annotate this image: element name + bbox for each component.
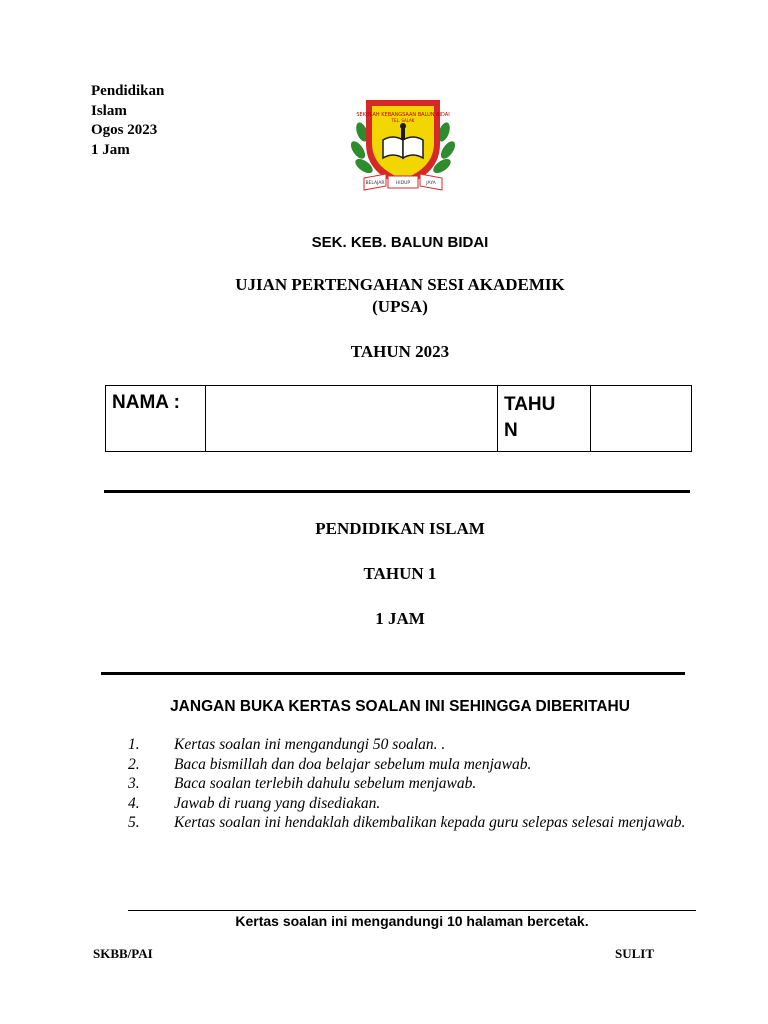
instruction-item	[128, 755, 698, 775]
exam-title-line1: UJIAN PERTENGAHAN SESI AKADEMIK	[235, 275, 565, 294]
classification-label: SULIT	[615, 946, 655, 961]
instruction-item	[128, 774, 698, 794]
class-label-line2: N	[504, 420, 518, 441]
exam-title-line2: (UPSA)	[372, 297, 428, 316]
paper-duration: 1 JAM	[375, 609, 425, 628]
paper-level: TAHUN 1	[363, 564, 437, 583]
divider-bottom	[101, 672, 685, 675]
footer-divider	[128, 910, 696, 911]
instruction-number: 1.	[128, 736, 140, 753]
exam-year: TAHUN 2023	[350, 342, 450, 361]
page-count-note: Kertas soalan ini mengandungi 10 halaman bercetak.	[235, 913, 589, 929]
instruction-text: Baca soalan terlebih dahulu sebelum menjawab.	[174, 775, 477, 792]
exam-duration: 1 Jam	[91, 141, 130, 158]
instruction-number: 5.	[128, 814, 140, 831]
subject-name-line2: Islam	[91, 102, 127, 119]
instruction-text: Kertas soalan ini mengandungi 50 soalan. .	[174, 736, 446, 753]
class-field[interactable]	[591, 386, 692, 452]
paper-code: SKBB/PAI	[93, 946, 153, 961]
student-info-table	[105, 385, 692, 452]
ribbon-left-text: BELAJAR	[365, 181, 385, 186]
instruction-number: 2.	[128, 755, 140, 773]
paper-subject: PENDIDIKAN ISLAM	[315, 519, 485, 538]
instruction-text: Kertas soalan ini hendaklah dikembalikan kepada guru selepas selesai menjawab.	[174, 814, 686, 831]
instruction-text: Baca bismillah dan doa belajar sebelum mula menjawab.	[174, 755, 532, 773]
school-crest-logo	[336, 82, 470, 202]
instruction-item	[128, 813, 698, 833]
crest-banner-text: SEKOLAH KEBANGSAAN BALUN BIDAI	[356, 112, 450, 118]
name-field[interactable]	[206, 386, 498, 452]
class-label-line1: TAHU	[504, 394, 556, 415]
name-label: NAMA :	[106, 386, 206, 452]
school-name: SEK. KEB. BALUN BIDAI	[311, 234, 489, 251]
instruction-item	[128, 794, 698, 814]
instruction-item	[128, 735, 698, 755]
divider-top	[104, 490, 690, 493]
instruction-list	[128, 735, 698, 833]
subject-header	[91, 82, 164, 160]
crest-banner-sub: TEL. SALAK	[391, 118, 415, 123]
instruction-text: Jawab di ruang yang disediakan.	[174, 794, 381, 812]
instruction-number: 4.	[128, 794, 140, 812]
ribbon-right-text: JAYA	[426, 181, 436, 186]
class-label	[498, 386, 591, 452]
instruction-number: 3.	[128, 775, 140, 792]
warning-notice: JANGAN BUKA KERTAS SOALAN INI SEHINGGA DIBERITAHU	[170, 698, 630, 715]
ribbon-mid-text: HIDUP	[395, 181, 411, 186]
exam-title	[0, 274, 768, 318]
exam-date: Ogos 2023	[91, 122, 158, 138]
subject-name-line1: Pendidikan	[91, 83, 165, 99]
